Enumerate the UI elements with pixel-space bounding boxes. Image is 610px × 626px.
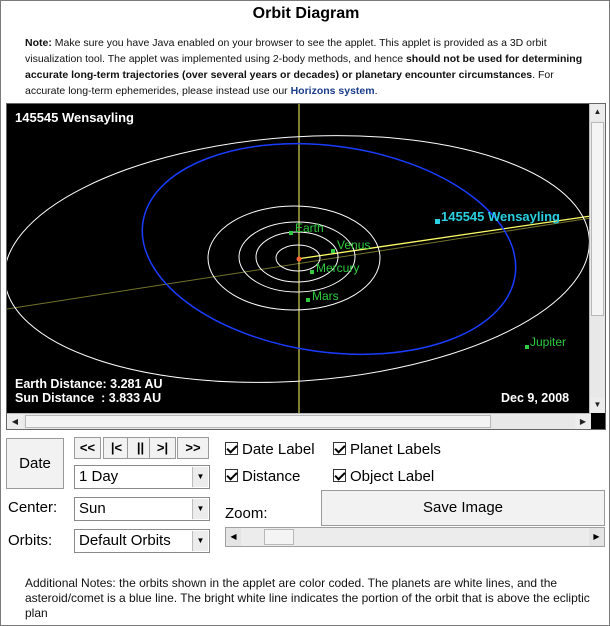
planet-label-earth: Earth <box>295 221 324 235</box>
object-orbit <box>128 121 529 377</box>
distance-checkbox[interactable] <box>225 468 300 486</box>
scroll-left-icon[interactable]: ◀ <box>7 414 23 429</box>
step-size-value: 1 Day <box>79 468 119 485</box>
sun-marker <box>297 257 302 262</box>
note-end: . <box>374 85 378 97</box>
vertical-scroll-thumb[interactable] <box>591 122 604 316</box>
planet-label-mars: Mars <box>312 289 339 303</box>
checkbox-checked-icon[interactable] <box>225 442 238 455</box>
planet-labels-checkbox[interactable] <box>333 441 441 459</box>
chevron-down-icon[interactable]: ▼ <box>192 499 208 519</box>
note-text-2: . For accurate long-term ephemerides, please instead use our <box>25 69 554 97</box>
date-label-checkbox[interactable] <box>225 441 315 459</box>
horizons-link[interactable]: Horizons system <box>290 85 375 97</box>
step-back-button[interactable]: |< <box>103 437 130 459</box>
center-value: Sun <box>79 500 106 517</box>
step-forward-button[interactable]: >| <box>149 437 176 459</box>
center-select[interactable] <box>74 497 210 521</box>
sun-distance-readout: Sun Distance : 3.833 AU <box>15 391 162 405</box>
object-label: 145545 Wensayling <box>441 209 560 224</box>
orbits-select[interactable] <box>74 529 210 553</box>
chevron-down-icon[interactable]: ▼ <box>192 531 208 551</box>
object-label-checkbox-label: Object Label <box>350 468 435 485</box>
checkbox-checked-icon[interactable] <box>225 469 238 482</box>
date-readout: Dec 9, 2008 <box>501 391 570 405</box>
scroll-right-icon[interactable]: ▶ <box>575 414 591 429</box>
note-lead: Note: <box>25 37 52 49</box>
java-note <box>25 35 595 99</box>
applet-vertical-scrollbar[interactable] <box>589 104 605 413</box>
mercury-marker <box>310 270 314 274</box>
planet-label-jupiter: Jupiter <box>530 335 567 349</box>
forward-fast-button[interactable]: >> <box>177 437 209 459</box>
orbit-applet[interactable] <box>6 103 606 430</box>
save-image-button[interactable]: Save Image <box>321 490 605 526</box>
zoom-slider[interactable] <box>225 527 605 547</box>
date-label-checkbox-label: Date Label <box>242 441 315 458</box>
planet-label-mercury: Mercury <box>316 261 360 275</box>
horizontal-scroll-thumb[interactable] <box>25 415 491 428</box>
scroll-down-icon[interactable]: ▼ <box>590 397 605 413</box>
distance-checkbox-label: Distance <box>242 468 301 485</box>
pause-button[interactable]: || <box>127 437 154 459</box>
additional-notes: Additional Notes: the orbits shown in the applet are color coded. The planets are white lines, and the asteroid/comet is a blue line. The bright white line indicates the portion of the orbit that is above the ecliptic plan <box>25 576 590 620</box>
zoom-in-arrow-icon[interactable]: ▶ <box>589 528 604 546</box>
orbit-canvas[interactable] <box>7 104 591 413</box>
center-label: Center: <box>8 499 58 516</box>
orbits-value: Default Orbits <box>79 532 171 549</box>
planet-labels-checkbox-label: Planet Labels <box>350 441 441 458</box>
earth-marker <box>289 231 293 235</box>
scroll-up-icon[interactable]: ▲ <box>590 104 605 120</box>
planet-label-venus: Venus <box>337 238 371 252</box>
applet-horizontal-scrollbar[interactable] <box>7 413 591 429</box>
date-button[interactable]: Date <box>6 438 64 489</box>
checkbox-checked-icon[interactable] <box>333 469 346 482</box>
zoom-out-arrow-icon[interactable]: ◀ <box>226 528 241 546</box>
zoom-slider-thumb[interactable] <box>264 529 294 545</box>
object-label-checkbox[interactable] <box>333 468 434 486</box>
object-title: 145545 Wensayling <box>15 110 134 125</box>
note-bold-warning: should not be used for determining accurate long-term trajectories (over several years or decades) or planetary encounter circumstances <box>25 53 583 81</box>
step-size-select[interactable] <box>74 465 210 489</box>
page-title: Orbit Diagram <box>252 5 360 22</box>
orbits-label: Orbits: <box>8 532 53 549</box>
venus-marker <box>331 249 335 253</box>
jupiter-marker <box>525 345 529 349</box>
note-text-1: Make sure you have Java enabled on your browser to see the applet. This applet is provided as a 3D orbit visualization tool. The applet was implemented using 2-body methods, and hence <box>25 37 547 65</box>
rewind-fast-button[interactable]: << <box>74 437 101 459</box>
earth-distance-readout: Earth Distance: 3.281 AU <box>15 377 163 391</box>
zoom-label: Zoom: <box>225 505 268 522</box>
mars-marker <box>306 298 310 302</box>
object-marker <box>435 219 440 224</box>
checkbox-checked-icon[interactable] <box>333 442 346 455</box>
chevron-down-icon[interactable]: ▼ <box>192 467 208 487</box>
